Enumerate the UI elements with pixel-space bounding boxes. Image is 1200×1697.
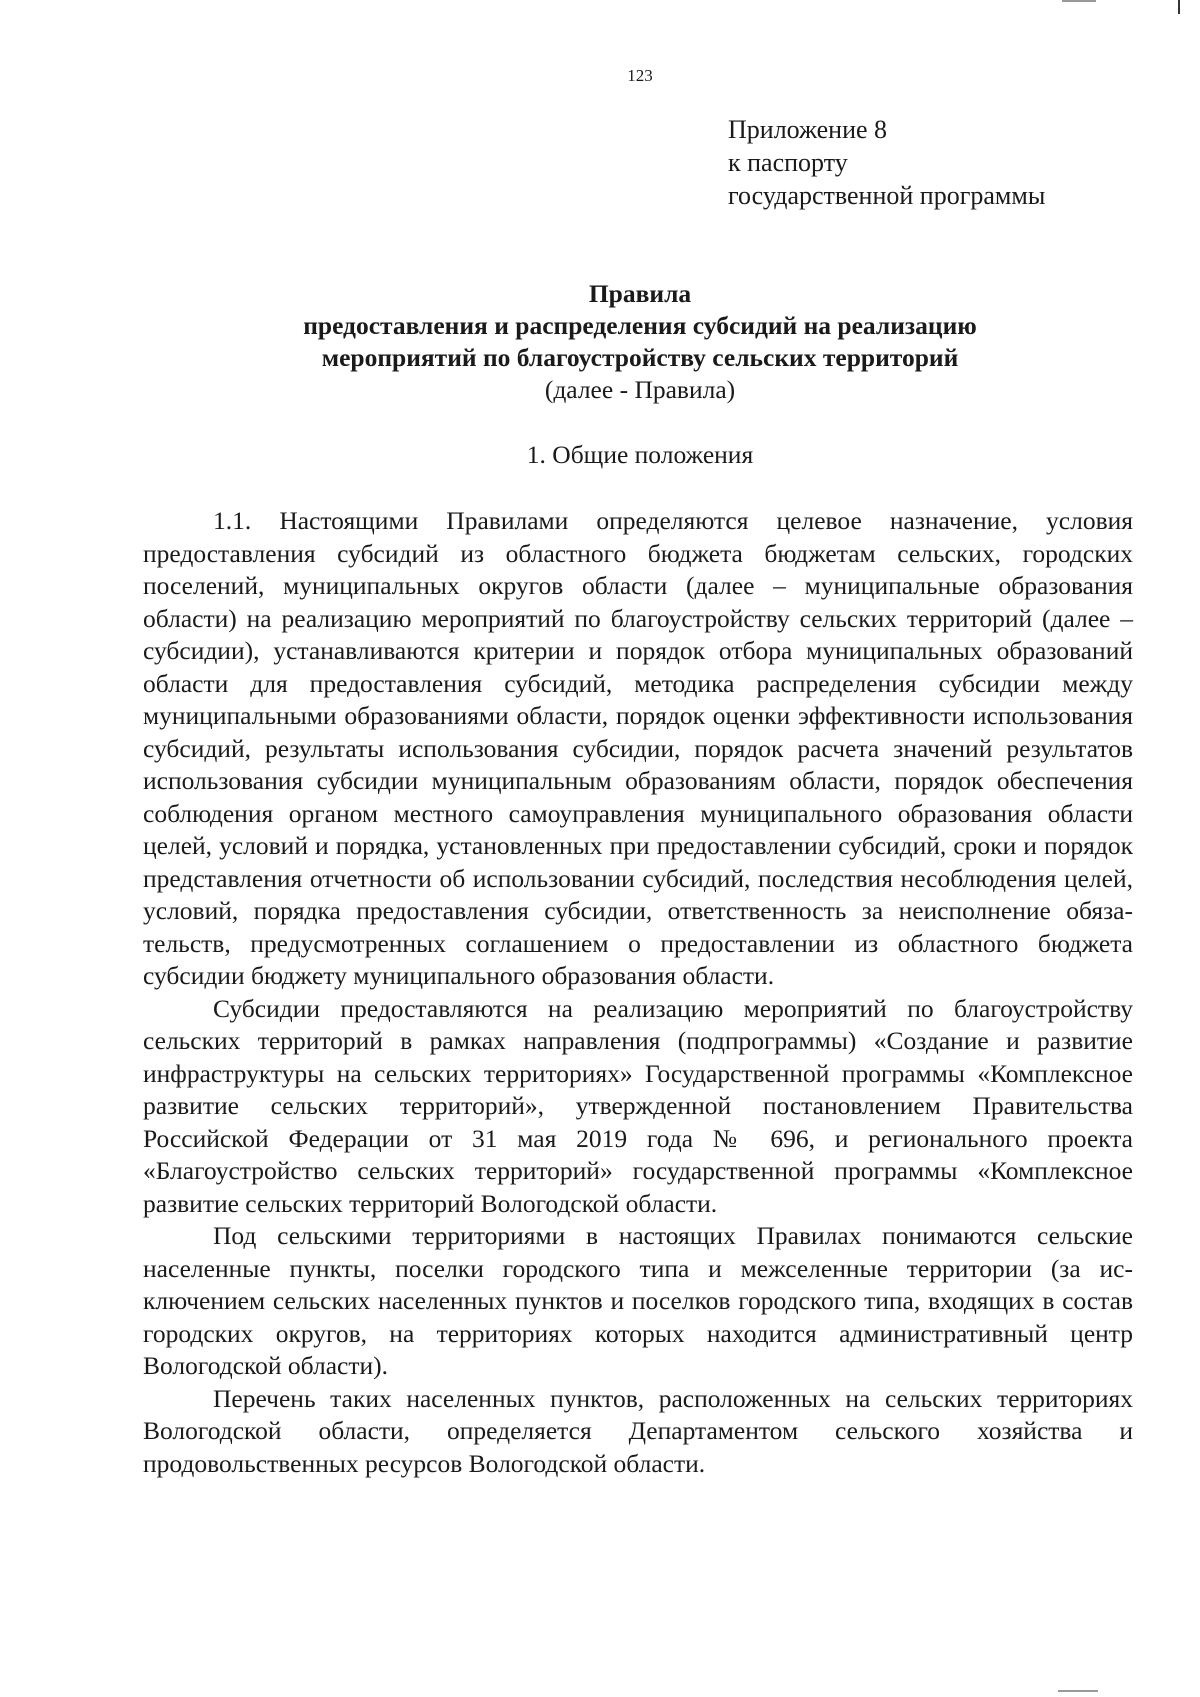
section-heading: 1. Общие положения	[526, 440, 754, 469]
appendix-line-3: государственной программы	[728, 181, 1046, 210]
title-line-1: Правила	[588, 279, 692, 308]
title-line-4: (далее - Правила)	[544, 375, 736, 404]
paragraph-4: Перечень таких населенных пунктов, расположенных на сельских территориях Вологодской области, определяется Департаментом сельского хозяйства и продовольственных ресурсов Вологодской области.	[143, 1383, 1133, 1478]
scan-mark-top-dots	[1062, 0, 1096, 2]
appendix-line-1: Приложение 8	[728, 115, 888, 144]
paragraph-2: Субсидии предоставляются на реализацию мероприятий по благоустройству сельских территорий в рамках направления (подпрограммы) «Создание и развитие инфраструктуры на сельских территориях» Государственной программы «Комплексное развитие сельских территорий», утвержденной постановлением Правительства Российской Федерации от 31 мая 2019 года № 696, и регионального проекта «Благоустройство сельских территорий» государственной программы «Комплексное развитие сельских территорий Вологодской области.	[143, 993, 1133, 1218]
scan-mark-top-right	[1178, 0, 1180, 14]
appendix-line-2: к паспорту	[728, 148, 848, 177]
page-number: 123	[627, 66, 653, 85]
document-title	[0, 278, 1200, 406]
scan-mark-bottom-right	[1058, 1690, 1098, 1692]
appendix-note	[728, 113, 1045, 212]
body-text	[143, 505, 1133, 1480]
paragraph-1: 1.1. Настоящими Правилами определяются целевое назначение, условия предоставления субсидий из областного бюджета бюджетам сельских, городских поселений, муниципальных округов области (далее – муниципальные образования области) на реализацию мероприятий по благоустройству сельских территорий (далее – субсидии), устанавливаются критерии и порядок отбора муниципальных образований области для предоставления субсидий, методика распределения субсидии между муниципальными образованиями области, порядок оценки эффективности использования субсидий, результаты использования субсидии, порядок расчета значений результатов использования субсидии муниципальным образованиям области, порядок обеспечения соблюдения органом местного самоуправления муниципального образования области целей, условий и порядка, установленных при предоставлении субсидий, сроки и порядок представления отчетности об использовании субсидий, последствия несоблюдения целей, условий, порядка предоставления субсидии, ответственность за неисполнение обязательств, предусмотренных соглашением о предоставлении из областного бюджета субсидии бюджету муниципального образования области.	[143, 506, 1133, 990]
title-line-3: мероприятий по благоустройству сельских территорий	[321, 343, 959, 372]
paragraph-3: Под сельскими территориями в настоящих Правилах понимаются сельские населенные пункты, поселки городского типа и межселенные территории (за исключением сельских населенных пунктов и поселков городского типа, входящих в состав городских округов, на территориях которых находится административный центр Вологодской области).	[143, 1221, 1133, 1380]
title-line-2: предоставления и распределения субсидий на реализацию	[303, 311, 977, 340]
